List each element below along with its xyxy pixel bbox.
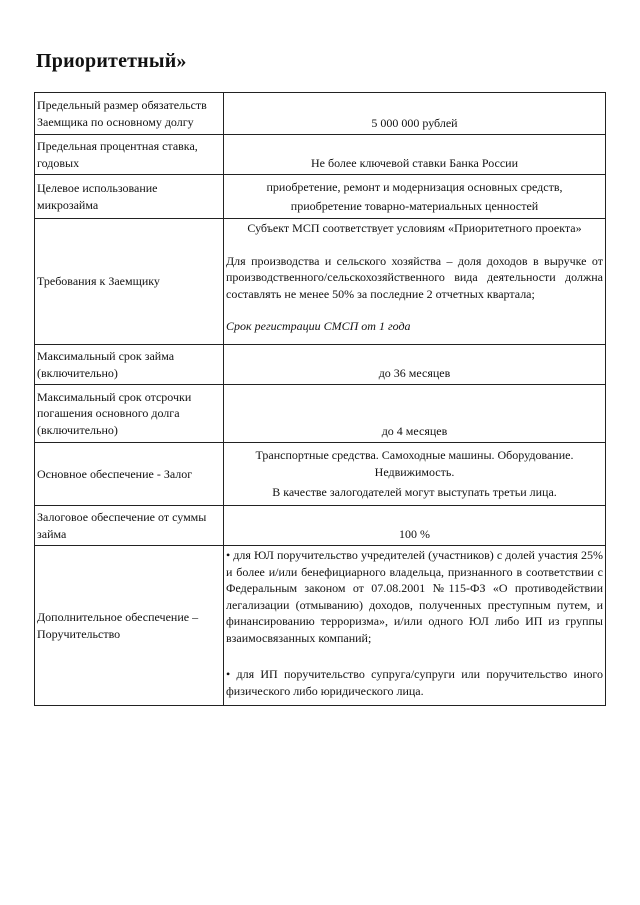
row-label: Предельная процентная ставка, годовых (35, 135, 224, 175)
table-row (35, 385, 606, 443)
table-row (35, 345, 606, 385)
table-row (35, 506, 606, 546)
value-line: • для ЮЛ поручительство учредителей (участников) с долей участия 25% и более и/или бенефициарного владельца, признанного в соответствии с Федеральным законом от 07.08.2001 №115-ФЗ «О противодействии легализации (отмыванию) доходов, полученных преступным путем, и финансированию терроризма», и/или одного ЮЛ либо ИП из группы взаимосвязанных компаний; (226, 548, 603, 645)
page-title: Приоритетный» (36, 50, 187, 72)
table-row (35, 93, 606, 135)
table-row (35, 546, 606, 706)
table-row (35, 443, 606, 506)
table-row (35, 135, 606, 175)
row-label: Залоговое обеспечение от суммы займа (35, 506, 224, 546)
value-line: Недвижимость. (374, 464, 455, 479)
value-line: Транспортные средства. Самоходные машины. Оборудование. (255, 448, 574, 463)
row-label: Требования к Заемщику (35, 219, 224, 345)
table-row (35, 219, 606, 345)
row-label: Предельный размер обязательств Заемщика по основному долгу (35, 93, 224, 135)
value-line: приобретение, ремонт и модернизация основных средств, (266, 179, 563, 194)
value-line: • для ИП поручительство супруга/супруги или поручительство иного физического либо юридического лица. (226, 667, 603, 698)
value-line: Субъект МСП соответствует условиям «Приоритетного проекта» (247, 221, 582, 235)
row-value (224, 443, 606, 506)
row-label: Максимальный срок отсрочки погашения основного долга (включительно) (35, 385, 224, 443)
row-value: Не более ключевой ставки Банка России (224, 135, 606, 175)
row-value (224, 546, 606, 706)
row-label: Максимальный срок займа (включительно) (35, 345, 224, 385)
row-label: Основное обеспечение - Залог (35, 443, 224, 506)
row-value: 5 000 000 рублей (224, 93, 606, 135)
value-line: Срок регистрации СМСП от 1 года (226, 319, 411, 333)
row-value: до 36 месяцев (224, 345, 606, 385)
table-row (35, 175, 606, 219)
row-value (224, 175, 606, 219)
row-label: Дополнительное обеспечение – Поручительство (35, 546, 224, 706)
value-line: В качестве залогодателей могут выступать третьи лица. (272, 485, 557, 500)
value-line: приобретение товарно-материальных ценностей (290, 199, 539, 213)
row-value: 100 % (224, 506, 606, 546)
row-value: до 4 месяцев (224, 385, 606, 443)
row-value (224, 219, 606, 345)
row-label: Целевое использование микрозайма (35, 175, 224, 219)
loan-terms-table (34, 92, 606, 706)
value-line: Для производства и сельского хозяйства – доля доходов в выручке от производственного/сельскохозяйственного вида деятельности должна составлять не менее 50% за последние 2 отчетных квартала; (226, 253, 603, 301)
